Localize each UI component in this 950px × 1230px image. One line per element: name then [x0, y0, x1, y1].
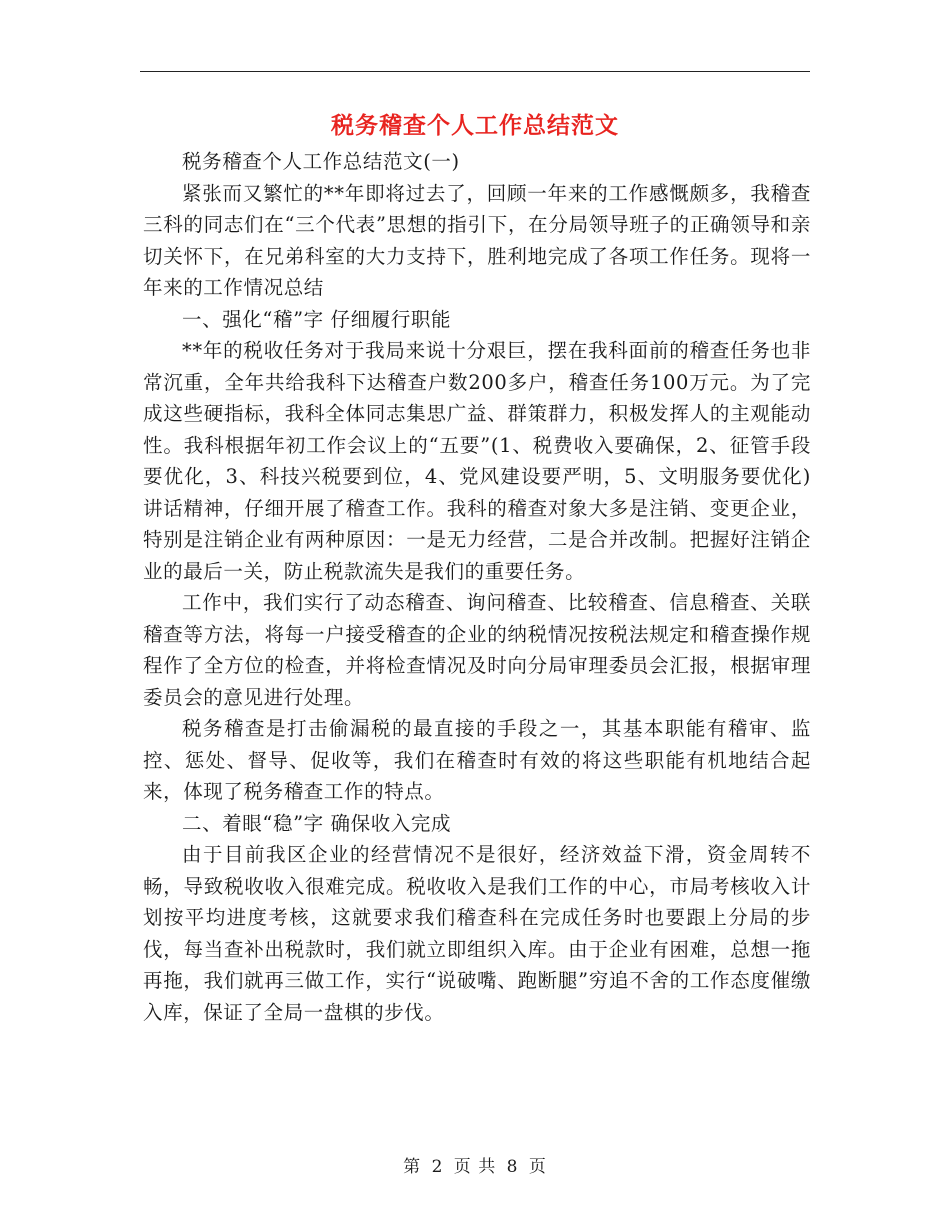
section-heading: 一、强化“稽”字 仔细履行职能 — [182, 307, 452, 331]
footer-mid: 页 共 — [453, 1157, 497, 1177]
page-footer — [0, 1152, 950, 1177]
section-heading: 税务稽查个人工作总结范文(一) — [182, 150, 460, 173]
header-rule — [140, 71, 810, 72]
body-paragraph: **年的税收任务对于我局来说十分艰巨，摆在我科面前的稽查任务也非常沉重，全年共给我科下达稽查户数200多户，稽查任务100万元。为了完成这些硬指标，我科全体同志集思广益、群策群力，积极发挥人的主观能动性。我科根据年初工作会议上的“五要”(1、税费收入要确保，2、征管手段要优化，3、科技兴税要到位，4、党风建设要严明，5、文明服务要优化)讲话精神，仔细开展了稽查工作。我科的稽查对象大多是注销、变更企业，特别是注销企业有两种原因：一是无力经营，二是合并改制。把握好注销企业的最后一关，防止税款流失是我们的重要任务。 — [143, 339, 811, 583]
total-page-count: 8 — [506, 1157, 519, 1177]
document-body — [143, 146, 811, 1028]
current-page-number: 2 — [431, 1157, 444, 1177]
document-title: 税务稽查个人工作总结范文 — [331, 112, 619, 139]
footer-prefix: 第 — [403, 1157, 422, 1177]
body-paragraph: 由于目前我区企业的经营情况不是很好，经济效益下滑，资金周转不畅，导致税收收入很难完成。税收收入是我们工作的中心，市局考核收入计划按平均进度考核，这就要求我们稽查科在完成任务时也要跟上分局的步伐，每当查补出税款时，我们就立即组织入库。由于企业有困难，总想一拖再拖，我们就再三做工作，实行“说破嘴、跑断腿”穷追不舍的工作态度催缴入库，保证了全局一盘棋的步伐。 — [143, 843, 811, 1024]
body-paragraph: 工作中，我们实行了动态稽查、询问稽查、比较稽查、信息稽查、关联稽查等方法，将每一户接受稽查的企业的纳税情况按税法规定和稽查操作规程作了全方位的检查，并将检查情况及时向分局审理委员会汇报，根据审理委员会的意见进行处理。 — [143, 591, 811, 709]
footer-suffix: 页 — [528, 1157, 547, 1177]
section-heading: 二、着眼“稳”字 确保收入完成 — [182, 811, 452, 835]
body-paragraph: 税务稽查是打击偷漏税的最直接的手段之一，其基本职能有稽审、监控、惩处、督导、促收等，我们在稽查时有效的将这些职能有机地结合起来，体现了税务稽查工作的特点。 — [143, 717, 811, 803]
body-paragraph: 紧张而又繁忙的**年即将过去了，回顾一年来的工作感慨颇多，我稽查三科的同志们在“三个代表”思想的指引下，在分局领导班子的正确领导和亲切关怀下，在兄弟科室的大力支持下，胜利地完成了各项工作任务。现将一年来的工作情况总结 — [143, 181, 811, 299]
